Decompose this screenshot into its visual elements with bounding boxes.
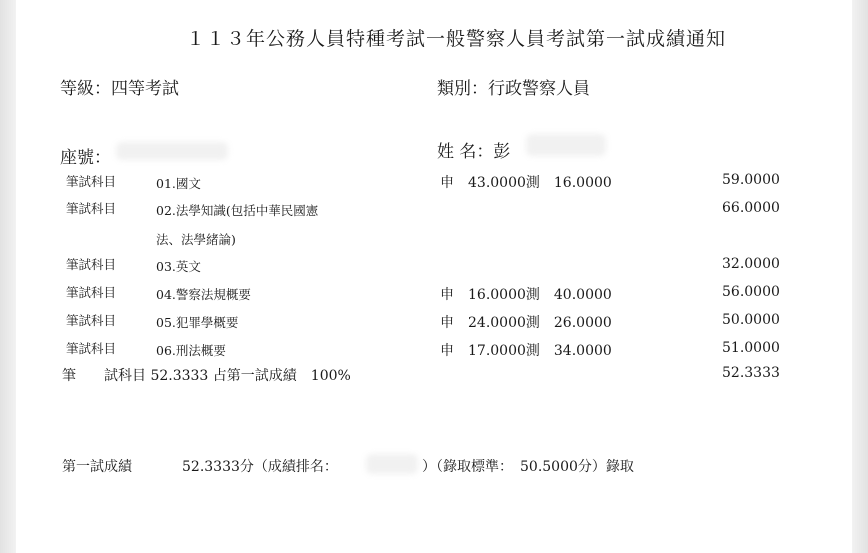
subject-score: 32.0000: [722, 256, 780, 272]
subject-detail: 申 24.0000測 26.0000: [440, 315, 612, 331]
page-edge-right: [852, 0, 868, 553]
seat-number-label: 座號：: [60, 148, 111, 168]
subject-label: 筆試科目: [66, 201, 117, 216]
subject-name: 04.警察法規概要: [156, 287, 251, 302]
score-notice-document: [16, 0, 852, 553]
subject-name: 05.犯罪學概要: [156, 315, 239, 330]
admission-standard: ）（錄取標準： 50.5000分）錄取: [422, 459, 634, 475]
first-stage-score: 52.3333分（成績排名：: [182, 459, 338, 475]
document-title: １１３年公務人員特種考試一般警察人員考試第一試成績通知: [186, 28, 727, 50]
subject-label: 筆試科目: [66, 174, 117, 189]
subject-name: 02.法學知識(包括中華民國憲: [156, 203, 319, 218]
summary-score: 52.3333: [722, 365, 780, 381]
subject-score: 59.0000: [722, 172, 780, 188]
subject-label: 筆試科目: [66, 285, 117, 300]
subject-detail: 申 43.0000測 16.0000: [440, 175, 612, 191]
subject-name-continued: 法、法學緒論): [156, 232, 236, 247]
subject-name: 01.國文: [156, 176, 201, 191]
redacted-ranking: [366, 454, 418, 474]
subject-detail: 申 16.0000測 40.0000: [440, 287, 612, 303]
name-label: 姓 名：彭: [437, 142, 511, 162]
first-stage-score-label: 第一試成績: [62, 459, 132, 475]
subject-score: 56.0000: [722, 284, 780, 300]
subject-label: 筆試科目: [66, 257, 117, 272]
redacted-name: [526, 134, 606, 156]
subject-label: 筆試科目: [66, 341, 117, 356]
subject-score: 66.0000: [722, 200, 780, 216]
subject-score: 51.0000: [722, 340, 780, 356]
subject-name: 03.英文: [156, 259, 201, 274]
subject-score: 50.0000: [722, 312, 780, 328]
subject-name: 06.刑法概要: [156, 343, 226, 358]
page-edge-left: [0, 0, 16, 553]
subject-detail: 申 17.0000測 34.0000: [440, 343, 612, 359]
subject-label: 筆試科目: [66, 313, 117, 328]
redacted-seat-number: [116, 142, 228, 160]
category-label: 類別：行政警察人員: [437, 79, 590, 99]
grade-label: 等級：四等考試: [60, 79, 179, 99]
written-subjects-summary: 筆 試科目 52.3333 占第一試成績 100%: [62, 368, 351, 384]
